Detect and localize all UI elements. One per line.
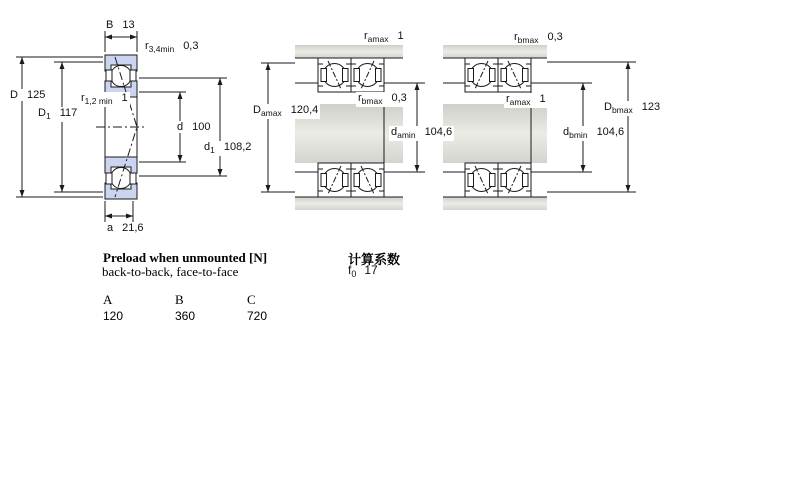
col-B: B [175,292,184,307]
value-A: 120 [103,309,124,323]
dim-label-r34: $r_{3,4min}$ 0,3 [145,40,199,54]
dim-label-a: a 21,6 [107,222,144,234]
dim-label-Dbmax: $D_{bmax}$ 123 [604,101,661,115]
factor-f0: $f_0$ 17 [348,263,378,279]
housing-band-bottom [295,197,403,210]
housing-band-bottom [443,197,547,210]
calculation-factors-title: 计算系数 [348,252,401,267]
cage-bottom-left [106,173,112,184]
dim-label-damin: $d_{amin}$ 104,6 [391,126,453,140]
bearing-cross-section-drawing [96,55,146,199]
value-C: 720 [247,309,268,323]
dim-label-d: d 100 [177,121,211,133]
dim-label-r12: $r_{1,2 min}$ 1 [81,92,128,106]
dim-label-B: B 13 [106,19,135,31]
col-C: C [247,292,256,307]
cage-top-right [130,70,136,81]
dim-label-d1: $d_1$ 108,2 [204,141,252,155]
ball-bottom [111,168,132,189]
dim-label-rbmax-mid: $r_{bmax}$ 0,3 [358,92,407,106]
housing-band-top [443,45,547,58]
dim-label-D1: $D_1$ 117 [38,107,78,121]
preload-subtitle: back-to-back, face-to-face [102,264,239,279]
dim-label-ramax-right: $r_{amax}$ 1 [506,93,546,107]
preload-table-header [103,292,319,308]
preload-table-values [103,308,319,324]
col-A: A [103,292,113,307]
dim-label-rbmax-right: $r_{bmax}$ 0,3 [514,31,563,45]
housing-band-top [295,45,403,58]
dim-label-Damax: $D_{amax}$ 120,4 [253,104,319,118]
dim-label-dbmin: $d_{bmin}$ 104,6 [563,126,625,140]
cage-bottom-right [130,173,136,184]
dim-label-D: D 125 [10,89,46,101]
dim-label-ramax-mid: $r_{amax}$ 1 [364,30,404,44]
preload-title: Preload when unmounted [N] [103,250,268,265]
value-B: 360 [175,309,196,323]
cage-top-left [106,70,112,81]
